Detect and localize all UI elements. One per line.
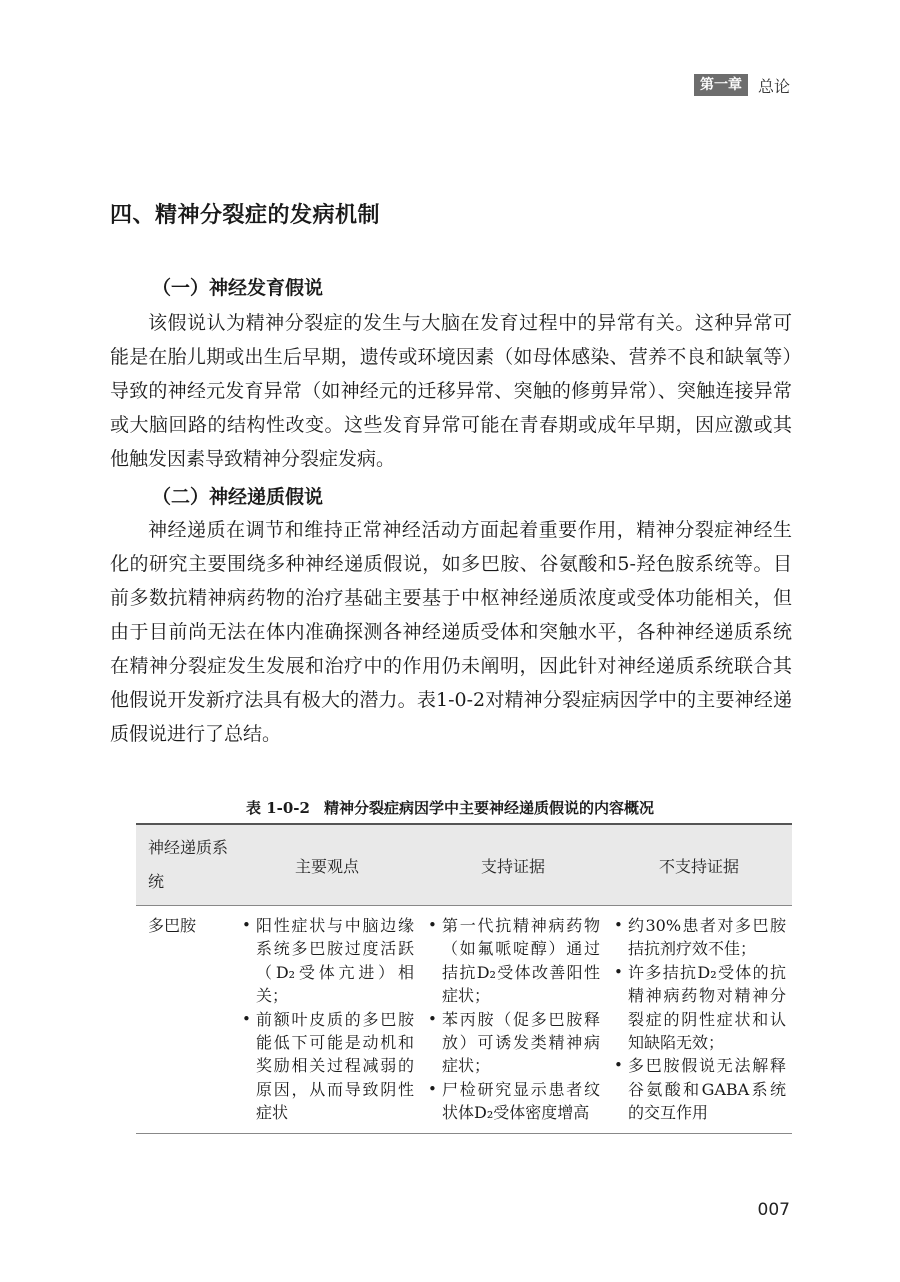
table-caption (0, 797, 900, 818)
bullet-item: • 第一代抗精神病药物（如氟哌啶醇）通过拮抗D₂受体改善阳性症状； (426, 914, 600, 1008)
neurotransmitter-table (136, 823, 792, 1134)
cell-against (606, 906, 792, 1134)
paragraph-neurotransmitter: 神经递质在调节和维持正常神经活动方面起着重要作用，精神分裂症神经生化的研究主要围绕多种神经递质假说，如多巴胺、谷氨酸和5-羟色胺系统等。目前多数抗精神病药物的治疗基础主要基于中枢神经递质浓度或受体功能相关，但由于目前尚无法在体内准确探测各神经递质受体和突触水平，各种神经递质系统在精神分裂症发生发展和治疗中的作用仍未阐明，因此针对神经递质系统联合其他假说开发新疗法具有极大的潜力。表1-0-2对精神分裂症病因学中的主要神经递质假说进行了总结。 (110, 519, 792, 745)
bullet-item: • 阳性症状与中脑边缘系统多巴胺过度活跃（D₂受体亢进）相关； (240, 914, 414, 1008)
cell-main-view (234, 906, 420, 1134)
bullet-item: • 多巴胺假说无法解释谷氨酸和GABA系统的交互作用 (612, 1054, 786, 1124)
table-row (136, 906, 792, 1134)
header-system: 神经递质系统 (136, 824, 234, 906)
bullet-item: • 苯丙胺（促多巴胺释放）可诱发类精神病症状； (426, 1008, 600, 1078)
running-head (694, 74, 790, 96)
paragraph-neurodevelopment: 该假说认为精神分裂症的发生与大脑在发育过程中的异常有关。这种异常可能是在胎儿期或出生后早期，遗传或环境因素（如母体感染、营养不良和缺氧等）导致的神经元发育异常（如神经元的迁移异常、突触的修剪异常）、突触连接异常或大脑回路的结构性改变。这些发育异常可能在青春期或成年早期，因应激或其他触发因素导致精神分裂症发病。 (110, 312, 792, 470)
table-caption-number: 表 1-0-2 (245, 799, 310, 817)
bullet-item: • 前额叶皮质的多巴胺能低下可能是动机和奖励相关过程减弱的原因，从而导致阴性症状 (240, 1008, 414, 1125)
table-header-row (136, 824, 792, 906)
table-caption-text: 精神分裂症病因学中主要神经递质假说的内容概况 (323, 799, 654, 817)
chapter-title: 总论 (757, 76, 790, 96)
cell-support (420, 906, 606, 1134)
bullet-item: • 尸检研究显示患者纹状体D₂受体密度增高 (426, 1078, 600, 1125)
page-number: 007 (757, 1200, 790, 1220)
bullet-item: • 许多拮抗D₂受体的抗精神病药物对精神分裂症的阴性症状和认知缺陷无效； (612, 961, 786, 1055)
header-main-view: 主要观点 (234, 824, 420, 906)
cell-system: 多巴胺 (148, 916, 197, 935)
subsection-title-1: （一）神经发育假说 (152, 277, 324, 299)
section-title: 四、精神分裂症的发病机制 (110, 202, 381, 228)
header-against: 不支持证据 (606, 824, 792, 906)
header-support: 支持证据 (420, 824, 606, 906)
bullet-item: • 约30%患者对多巴胺拮抗剂疗效不佳； (612, 914, 786, 961)
chapter-label: 第一章 (694, 74, 748, 96)
subsection-title-2: （二）神经递质假说 (152, 486, 324, 508)
